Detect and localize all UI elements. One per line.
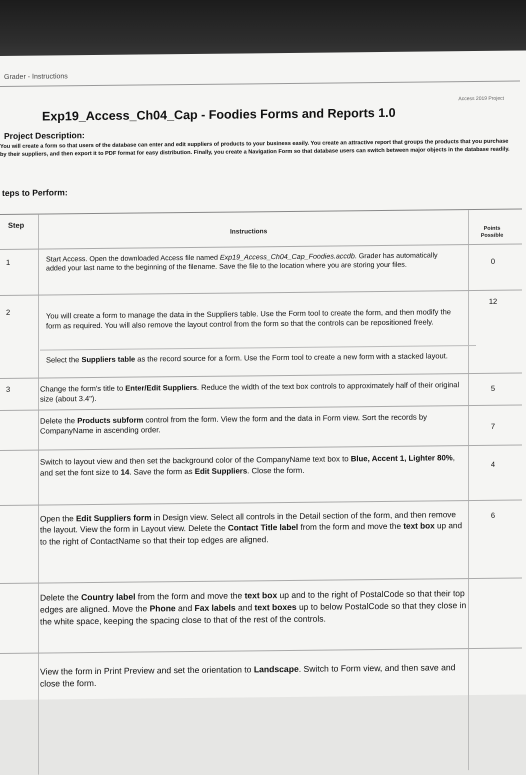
text-run: Contact Title label bbox=[227, 523, 299, 534]
table-row bbox=[0, 290, 522, 365]
text-run: . Reduce the width of the text box controls to approximately half of their original size (about 3.4"). bbox=[40, 380, 460, 404]
column-header-step: Step bbox=[8, 220, 25, 230]
text-run: in Design view. Select all controls in the Detail section of the form, and then remove the layout. View the form in Layout view. Delete the bbox=[40, 510, 456, 535]
step-instruction bbox=[46, 251, 458, 273]
text-run: text box bbox=[403, 521, 435, 532]
steps-table bbox=[0, 209, 522, 775]
text-run: , and set the font size to bbox=[40, 453, 455, 478]
text-run: Country label bbox=[81, 591, 136, 603]
step-points: 7 bbox=[490, 421, 496, 431]
text-run: Select the bbox=[46, 355, 82, 365]
step-instruction bbox=[40, 380, 460, 403]
text-run: Switch to layout view and then set the background color of the CompanyName text box to bbox=[40, 454, 351, 467]
access-version-label: Access 2019 Project bbox=[458, 95, 504, 103]
points-column-divider bbox=[468, 210, 469, 770]
text-run: Delete the bbox=[40, 416, 78, 426]
table-row bbox=[0, 578, 522, 627]
text-run: Edit Suppliers form bbox=[75, 513, 152, 524]
step-number: 1 bbox=[6, 257, 11, 267]
text-run: . Close the form. bbox=[247, 465, 305, 475]
text-run: . Grader has automatically added your last name to the beginning of the filename. Save the file to the location where you are storing your files. bbox=[46, 251, 438, 273]
table-row bbox=[0, 405, 522, 436]
table-row bbox=[0, 373, 522, 404]
text-run: 14 bbox=[120, 467, 130, 477]
step-points: 5 bbox=[490, 383, 496, 393]
step-points: 4 bbox=[490, 459, 496, 469]
step-instruction bbox=[46, 307, 458, 330]
step-number: 2 bbox=[6, 307, 11, 317]
text-run: . Switch to Form view, and then save and close the form. bbox=[40, 662, 456, 689]
step-instruction-detail bbox=[46, 351, 458, 365]
text-run: text boxes bbox=[254, 601, 297, 613]
step-points: 0 bbox=[490, 256, 496, 266]
text-run: up and to the right of ContactName so that their top edges are aligned. bbox=[40, 521, 463, 547]
text-run: Fax labels bbox=[194, 602, 236, 613]
step-instruction bbox=[40, 412, 460, 436]
text-run: from the form and move the bbox=[135, 590, 245, 602]
text-run: and bbox=[175, 602, 195, 614]
text-run: Edit Suppliers bbox=[194, 465, 248, 476]
text-run: Products subform bbox=[77, 415, 144, 426]
text-run: up to below PostalCode so that they close in the white space, keeping the spacing close to that of the rest of the controls. bbox=[40, 600, 467, 627]
instruction-sheet bbox=[0, 50, 526, 700]
step-instruction bbox=[40, 661, 470, 690]
step-number: 3 bbox=[6, 384, 11, 394]
text-run: Exp19_Access_Ch04_Cap_Foodies.accdb bbox=[219, 252, 355, 262]
text-run: Change the form's title to bbox=[40, 383, 126, 394]
table-row bbox=[0, 648, 522, 689]
text-run: Open the bbox=[40, 514, 76, 524]
text-run: as the record source for a form. Use the Form tool to create a new form with a stacked layout. bbox=[135, 351, 448, 364]
step-instruction bbox=[40, 587, 470, 628]
table-row bbox=[0, 500, 522, 547]
description-text: You will create a form so that users of the database can enter and edit suppliers of products to your business easily. You create an attractive report that groups the products that you purchase by their suppliers, and then export it to PDF format for easy distribution. Finally, you create a Navigation Form so that database users can switch between major objects in the database readily. bbox=[0, 138, 510, 158]
text-run: from the form and move the bbox=[298, 522, 404, 533]
column-header-instructions: Instructions bbox=[230, 228, 268, 236]
step-instruction bbox=[40, 509, 464, 548]
step-instruction bbox=[40, 453, 460, 478]
row-subdivider bbox=[40, 345, 476, 351]
text-run: and bbox=[235, 602, 255, 613]
text-run: You will create a form to manage the data in the Suppliers table. Use the Form tool to create the form, and then modify the form as required. You will also remove the layout control from the form so that the controls can be repositioned freely. bbox=[46, 307, 451, 331]
text-run: Delete the bbox=[40, 592, 82, 603]
step-points: 12 bbox=[488, 296, 498, 306]
table-row bbox=[0, 244, 522, 273]
column-header-points: Points Possible bbox=[480, 225, 504, 239]
text-run: text box bbox=[244, 590, 278, 601]
text-run: Blue, Accent 1, Lighter 80% bbox=[350, 453, 453, 464]
steps-heading: teps to Perform: bbox=[2, 187, 68, 198]
text-run: Landscape bbox=[253, 663, 299, 675]
text-run: Start Access. Open the downloaded Access file named bbox=[46, 253, 220, 264]
grader-label: Grader - Instructions bbox=[4, 73, 68, 81]
text-run: control from the form. View the form and the data in Form view. Sort the records by CompanyName in ascending order. bbox=[40, 412, 427, 436]
text-run: Phone bbox=[149, 603, 176, 614]
table-row bbox=[0, 445, 522, 478]
text-run: View the form in Print Preview and set the orientation to bbox=[40, 664, 254, 677]
step-points: 6 bbox=[490, 510, 496, 520]
text-run: . Save the form as bbox=[129, 466, 195, 477]
header-divider bbox=[0, 81, 520, 87]
text-run: Suppliers table bbox=[81, 354, 136, 365]
description-heading: Project Description: bbox=[4, 130, 85, 141]
project-title: Exp19_Access_Ch04_Cap - Foodies Forms and Reports 1.0 bbox=[42, 105, 396, 124]
text-run: up and to the right of PostalCode so that their top edges are aligned. Move the bbox=[40, 588, 465, 615]
text-run: Enter/Edit Suppliers bbox=[125, 382, 197, 393]
step-column-divider bbox=[38, 215, 39, 775]
